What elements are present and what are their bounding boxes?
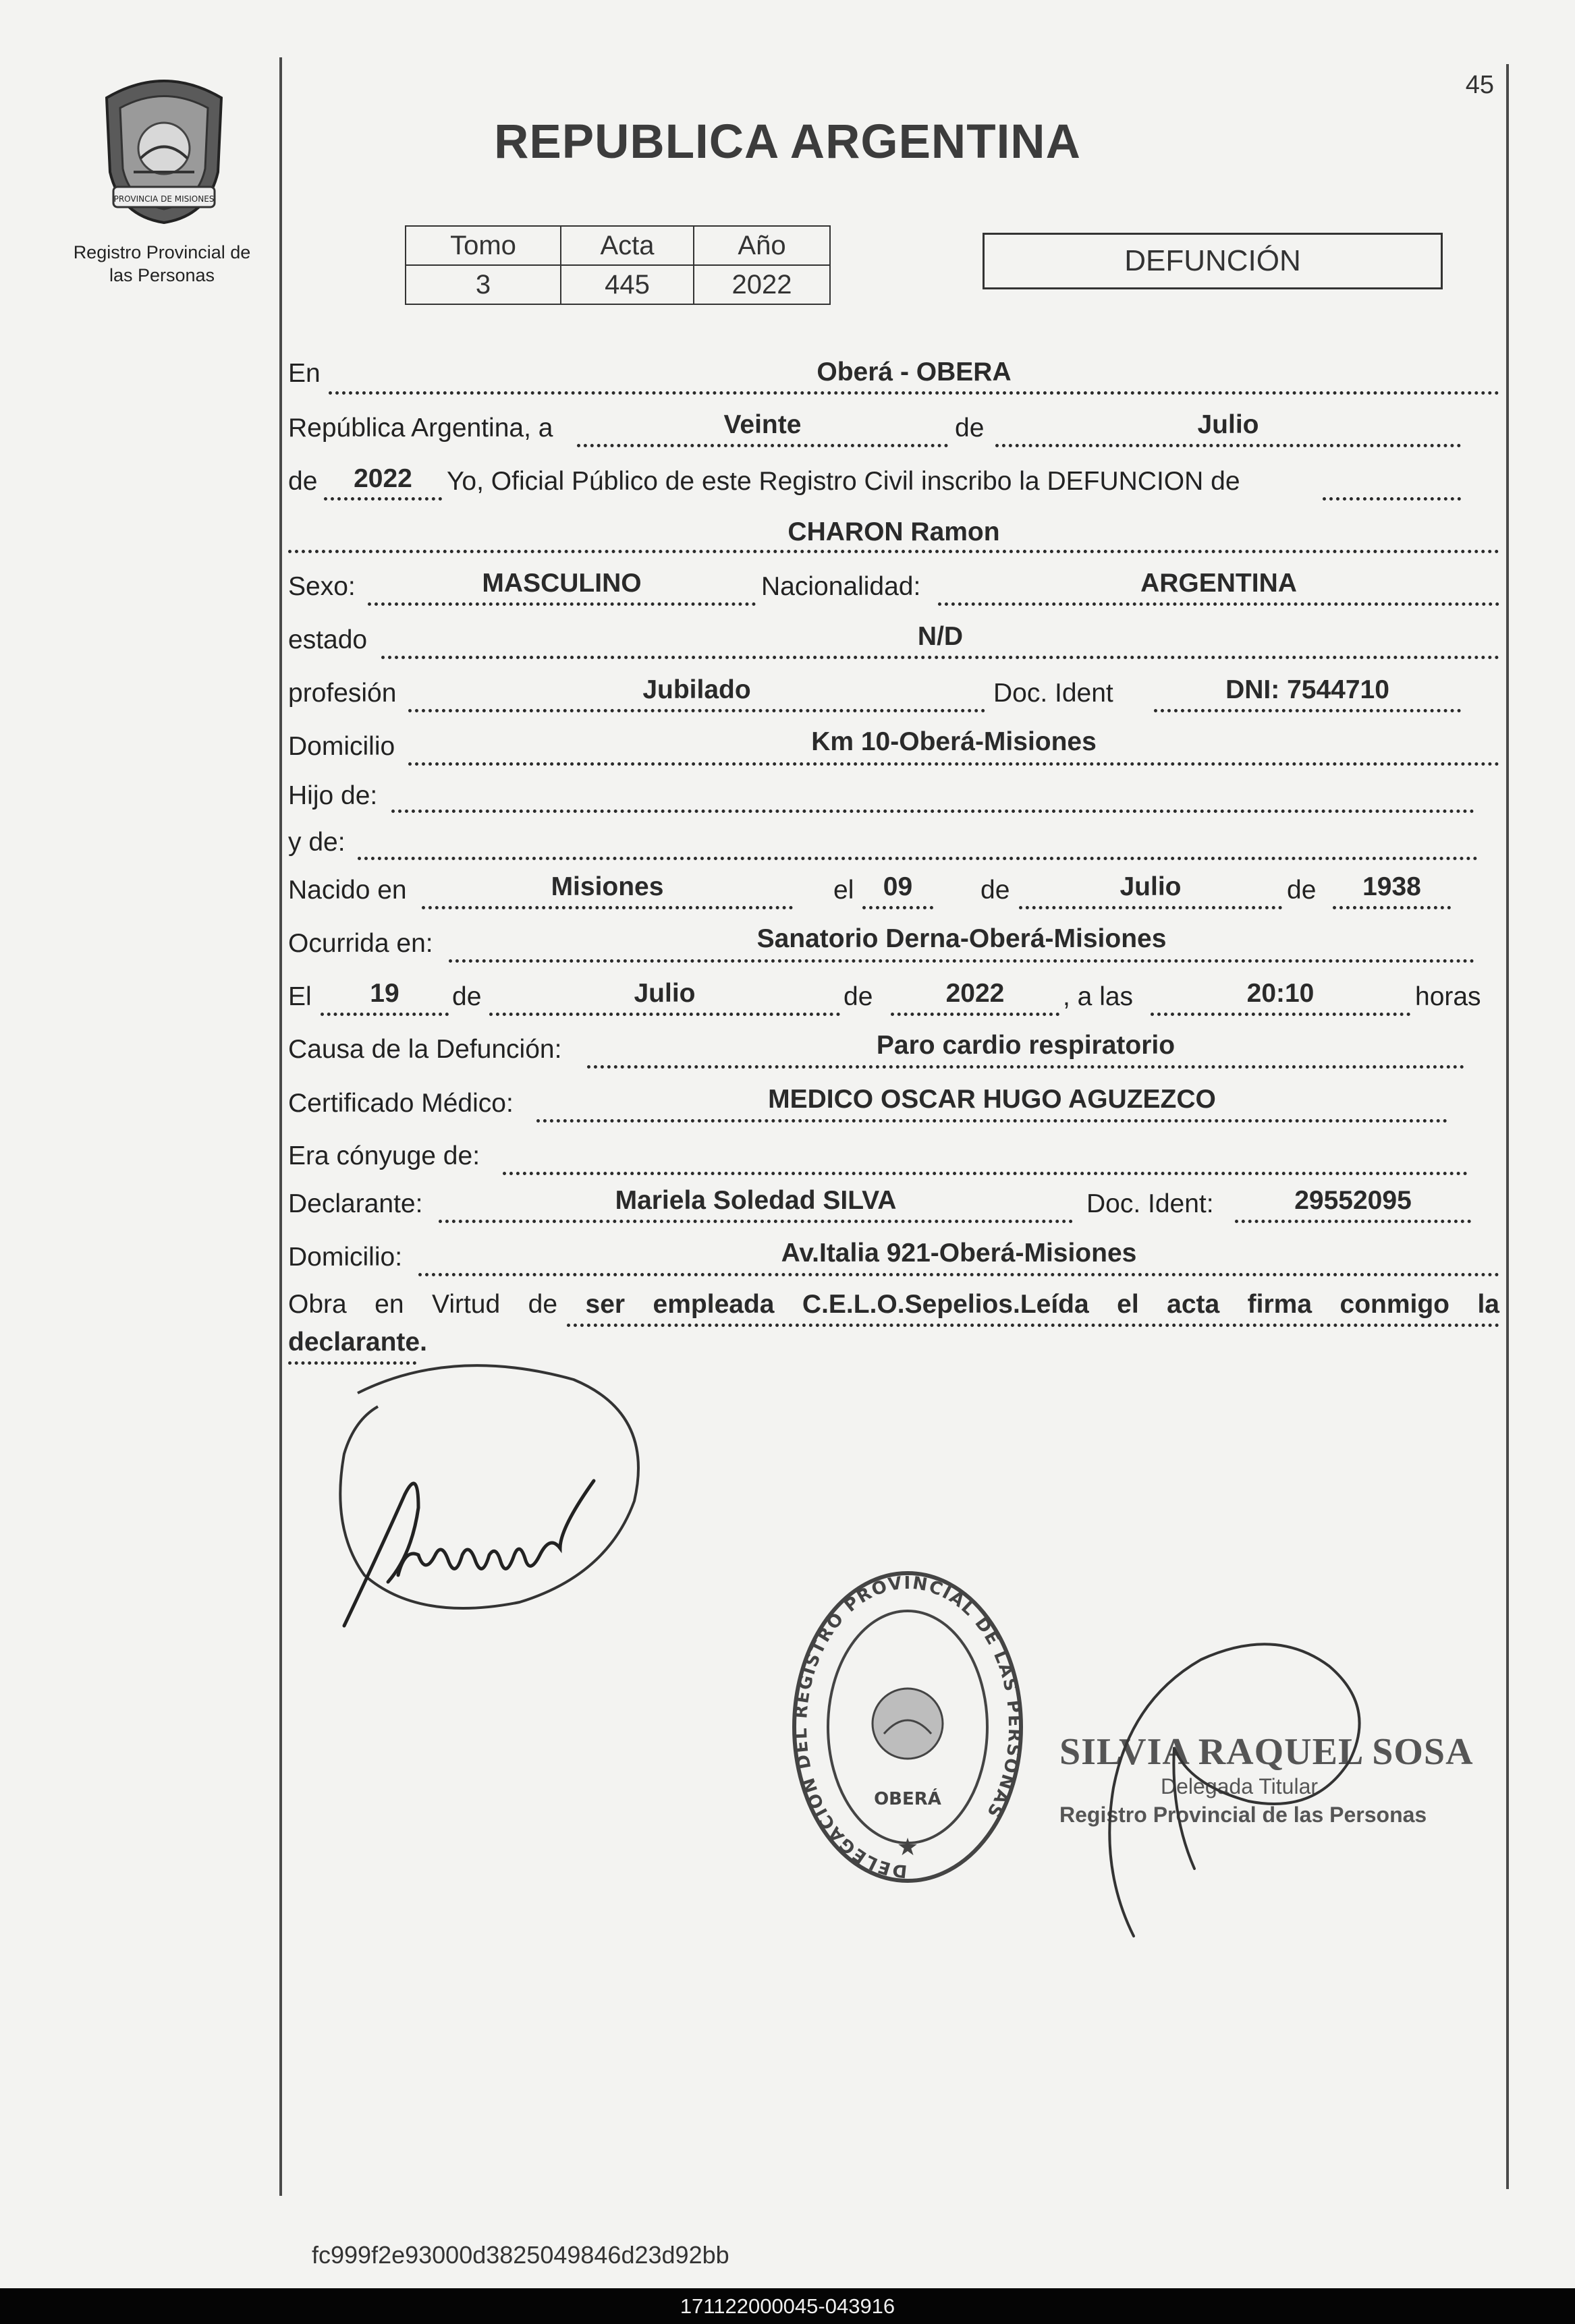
label-republica: República Argentina, a xyxy=(288,414,553,443)
label-certificado: Certificado Médico: xyxy=(288,1089,514,1118)
line-anio-inscripcion xyxy=(324,497,442,501)
page-title: REPUBLICA ARGENTINA xyxy=(494,115,1081,169)
line-hora xyxy=(1151,1013,1410,1016)
registry-line-2: las Personas xyxy=(109,265,215,285)
seal-text: PROVINCIA DE MISIONES xyxy=(113,194,215,204)
page-number: 45 xyxy=(1465,71,1494,99)
official-name: SILVIA RAQUEL SOSA xyxy=(1059,1731,1474,1773)
line-hijo-de xyxy=(391,810,1474,813)
value-ocurrida-en: Sanatorio Derna-Oberá-Misiones xyxy=(756,924,1167,953)
declarant-signature xyxy=(317,1353,668,1649)
label-profesion: profesión xyxy=(288,679,397,708)
value-dia-inscripcion: Veinte xyxy=(723,410,802,439)
obra-text: ser empleada C.E.L.O.Sepelios.Leída el acta firma conmigo la xyxy=(585,1290,1499,1319)
label-nacionalidad: Nacionalidad: xyxy=(761,572,921,601)
line-declarante xyxy=(439,1220,1073,1223)
value-documento: DNI: 7544710 xyxy=(1225,675,1389,704)
label-de-3: de xyxy=(980,876,1010,905)
value-fallecimiento-dia: 19 xyxy=(370,979,399,1008)
label-estado: estado xyxy=(288,625,368,654)
line-sexo xyxy=(368,602,756,606)
label-conyuge: Era cónyuge de: xyxy=(288,1141,480,1170)
label-domicilio: Domicilio xyxy=(288,732,395,761)
value-lugar: Oberá - OBERA xyxy=(817,358,1012,387)
obra-en-virtud xyxy=(288,1290,1499,1320)
value-anio-inscripcion: 2022 xyxy=(354,464,412,493)
label-doc-ident: Doc. Ident xyxy=(993,679,1113,708)
line-certificado xyxy=(536,1119,1447,1123)
label-a-las: , a las xyxy=(1063,982,1134,1011)
label-declarante: Declarante: xyxy=(288,1189,423,1218)
label-el: el xyxy=(833,876,854,905)
line-domicilio xyxy=(408,762,1499,766)
footer-code: 171122000045-043916 xyxy=(680,2294,895,2318)
line-ocurrida-en xyxy=(449,959,1474,963)
line-obra xyxy=(567,1324,1499,1327)
line-nacido-mes xyxy=(1019,906,1282,909)
value-certificado: MEDICO OSCAR HUGO AGUZEZCO xyxy=(768,1085,1216,1114)
value-declarante-doc: 29552095 xyxy=(1294,1186,1412,1215)
value-nacido-dia: 09 xyxy=(883,872,913,901)
footer-bar xyxy=(0,2288,1575,2324)
line-nacido-lugar xyxy=(422,906,793,909)
value-fallecimiento-anio: 2022 xyxy=(945,979,1005,1008)
stamp-city: OBERÁ xyxy=(874,1789,941,1809)
line-lugar xyxy=(329,391,1499,395)
label-en: En xyxy=(288,359,321,388)
right-margin-line xyxy=(1506,64,1509,2189)
label-inscribo: Yo, Oficial Público de este Registro Civil inscribo la DEFUNCION de xyxy=(447,467,1240,496)
label-doc-ident-declarante: Doc. Ident: xyxy=(1086,1189,1214,1218)
official-signature xyxy=(1073,1612,1410,1950)
value-hora: 20:10 xyxy=(1246,979,1315,1008)
value-causa: Paro cardio respiratorio xyxy=(876,1031,1176,1060)
acta-label: Acta xyxy=(561,226,694,265)
line-inscribo-end xyxy=(1323,497,1461,501)
line-nombre xyxy=(288,550,1499,553)
record-type-box: DEFUNCIÓN xyxy=(983,233,1443,289)
label-de-5: de xyxy=(452,982,482,1011)
value-nacido-anio: 1938 xyxy=(1362,872,1421,901)
value-mes-inscripcion: Julio xyxy=(1197,410,1259,439)
obra-text-2: declarante. xyxy=(288,1328,427,1357)
registry-name xyxy=(51,241,273,287)
registry-line-1: Registro Provincial de xyxy=(73,242,251,262)
line-estado xyxy=(381,656,1499,659)
line-documento xyxy=(1154,709,1461,712)
value-profesion: Jubilado xyxy=(642,675,751,704)
label-causa: Causa de la Defunción: xyxy=(288,1035,562,1064)
record-table xyxy=(405,225,831,305)
official-stamp xyxy=(790,1568,1026,1886)
left-margin-line xyxy=(279,57,282,2196)
tomo-value: 3 xyxy=(406,265,561,304)
line-dia-inscripcion xyxy=(577,444,948,447)
line-profesion xyxy=(408,709,985,712)
label-y-de: y de: xyxy=(288,828,346,857)
value-nombre: CHARON Ramon xyxy=(787,517,1000,546)
value-nacido-mes: Julio xyxy=(1120,872,1182,901)
document-hash: fc999f2e93000d3825049846d23d92bb xyxy=(312,2241,729,2269)
value-nacido-lugar: Misiones xyxy=(551,872,664,901)
line-declarante-doc xyxy=(1235,1220,1471,1223)
value-estado: N/D xyxy=(917,622,964,651)
label-el-cap: El xyxy=(288,982,312,1011)
value-nacionalidad: ARGENTINA xyxy=(1140,569,1297,598)
label-de-2: de xyxy=(288,467,318,496)
label-nacido-en: Nacido en xyxy=(288,876,407,905)
line-nacionalidad xyxy=(938,602,1499,606)
tomo-label: Tomo xyxy=(406,226,561,265)
line-fallecimiento-anio xyxy=(891,1013,1059,1016)
value-sexo: MASCULINO xyxy=(482,569,642,598)
stamp-star-icon: ★ xyxy=(896,1834,919,1861)
line-mes-inscripcion xyxy=(995,444,1461,447)
value-declarante-domicilio: Av.Italia 921-Oberá-Misiones xyxy=(781,1239,1137,1268)
label-de-4: de xyxy=(1287,876,1317,905)
line-declarante-domicilio xyxy=(418,1273,1499,1276)
line-causa xyxy=(587,1065,1464,1069)
official-role: Delegada Titular xyxy=(1161,1774,1319,1798)
acta-value: 445 xyxy=(561,265,694,304)
label-de-1: de xyxy=(955,414,985,443)
line-y-de xyxy=(358,857,1478,860)
anio-value: 2022 xyxy=(694,265,830,304)
label-ocurrida-en: Ocurrida en: xyxy=(288,929,433,958)
obra-prefix: Obra en Virtud de xyxy=(288,1290,558,1319)
label-domicilio-declarante: Domicilio: xyxy=(288,1243,403,1272)
label-sexo: Sexo: xyxy=(288,572,356,601)
anio-label: Año xyxy=(694,226,830,265)
stamp-ring-textpath: DELEGACION DEL REGISTRO PROVINCIAL DE LAS PERSONAS xyxy=(790,1572,1025,1881)
line-conyuge xyxy=(503,1172,1468,1175)
value-fallecimiento-mes: Julio xyxy=(634,979,696,1008)
line-nacido-dia xyxy=(862,906,933,909)
line-nacido-anio xyxy=(1333,906,1451,909)
label-hijo-de: Hijo de: xyxy=(288,781,378,810)
value-declarante: Mariela Soledad SILVA xyxy=(615,1186,897,1215)
label-de-6: de xyxy=(844,982,873,1011)
value-domicilio: Km 10-Oberá-Misiones xyxy=(811,727,1097,756)
line-fallecimiento-dia xyxy=(321,1013,449,1016)
official-office: Registro Provincial de las Personas xyxy=(1059,1803,1427,1827)
line-fallecimiento-mes xyxy=(489,1013,840,1016)
label-horas: horas xyxy=(1415,982,1481,1011)
